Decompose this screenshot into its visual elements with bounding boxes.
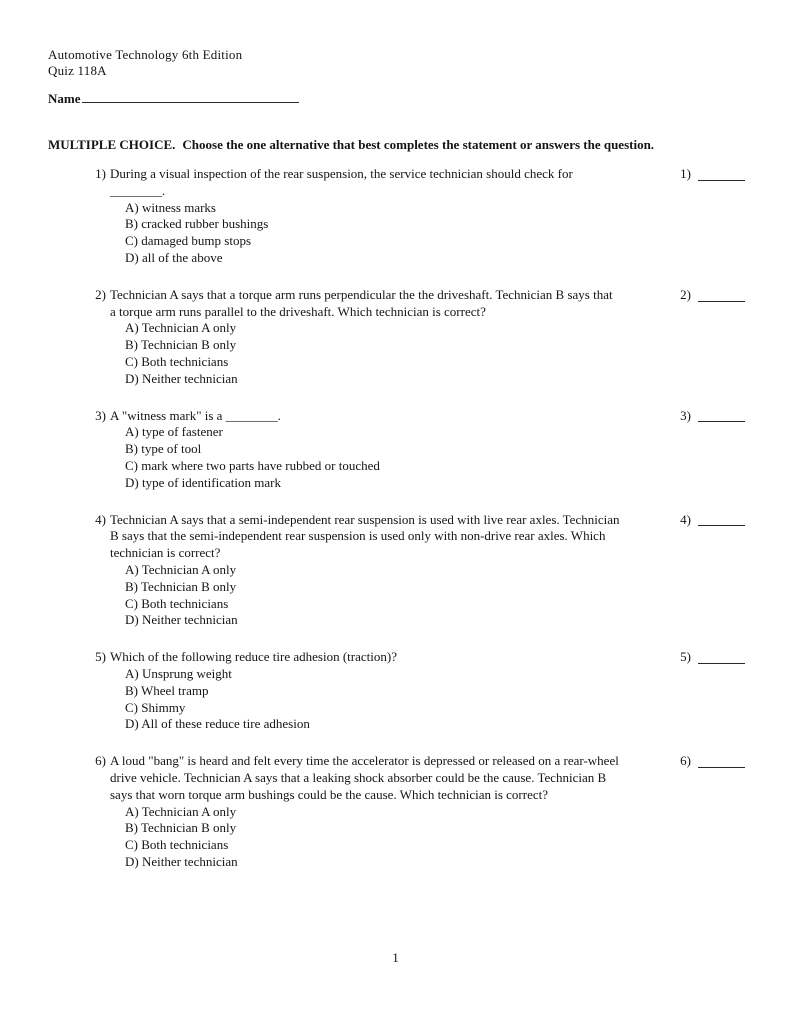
option-b: B) cracked rubber bushings — [125, 216, 269, 232]
option-a: A) Unsprung weight — [125, 665, 232, 681]
options-list — [125, 320, 621, 387]
instructions-text: Choose the one alternative that best completes the statement or answers the question. — [182, 137, 655, 152]
page-number: 1 — [392, 950, 399, 965]
option-c: C) Both technicians — [125, 595, 229, 611]
options-list — [125, 200, 621, 267]
document-header — [48, 47, 745, 78]
option-a: A) witness marks — [125, 199, 216, 215]
question-3 — [90, 408, 745, 492]
answer-blank-line — [698, 513, 745, 526]
options-list — [125, 424, 621, 491]
option-c: C) Shimmy — [125, 699, 186, 715]
option-b: B) Technician B only — [125, 578, 237, 594]
answer-slot — [633, 512, 745, 529]
option-d: D) All of these reduce tire adhesion — [125, 716, 310, 732]
question-text: A "witness mark" is a ________. — [110, 407, 281, 423]
option-b: B) Wheel tramp — [125, 682, 209, 698]
name-label: Name — [48, 91, 81, 106]
option-d: D) Neither technician — [125, 853, 238, 869]
question-text: Technician A says that a semi-independent rear suspension is used with live rear axles. Technician B says that the semi-independent rear suspension is used only with non-drive rear axles. Which technician is correct? — [110, 511, 620, 561]
question-text: Technician A says that a torque arm runs perpendicular the the driveshaft. Technician B says that a torque arm runs parallel to the driveshaft. Which technician is correct? — [110, 286, 613, 319]
answer-slot — [633, 287, 745, 304]
option-b: B) Technician B only — [125, 337, 237, 353]
document-title: Automotive Technology 6th Edition — [48, 47, 243, 62]
answer-slot — [633, 408, 745, 425]
section-heading: MULTIPLE CHOICE. — [48, 137, 176, 152]
question-number: 4) — [95, 511, 106, 527]
option-d: D) Neither technician — [125, 370, 238, 386]
option-d: D) type of identification mark — [125, 474, 281, 490]
question-number: 1) — [95, 166, 106, 181]
section-instructions — [48, 137, 745, 153]
answer-number: 5) — [680, 649, 691, 665]
answer-slot — [633, 649, 745, 666]
answer-slot — [633, 166, 745, 183]
question-number: 5) — [95, 649, 106, 665]
question-6 — [90, 753, 745, 871]
option-c: C) Both technicians — [125, 837, 229, 853]
question-1 — [90, 166, 745, 267]
option-c: C) Both technicians — [125, 353, 229, 369]
option-c: C) mark where two parts have rubbed or touched — [125, 457, 380, 473]
option-b: B) Technician B only — [125, 820, 237, 836]
option-d: D) Neither technician — [125, 612, 238, 628]
answer-slot — [633, 753, 745, 770]
question-number: 3) — [95, 407, 106, 423]
answer-number: 4) — [680, 511, 691, 527]
question-text: Which of the following reduce tire adhesion (traction)? — [110, 649, 397, 665]
options-list — [125, 666, 621, 733]
answer-blank-line — [698, 651, 745, 664]
options-list — [125, 562, 621, 629]
question-number: 6) — [95, 753, 106, 769]
answer-number: 3) — [680, 407, 691, 423]
question-5 — [90, 649, 745, 733]
option-a: A) Technician A only — [125, 561, 237, 577]
option-a: A) Technician A only — [125, 320, 237, 336]
option-c: C) damaged bump stops — [125, 233, 252, 249]
question-number: 2) — [95, 286, 106, 302]
answer-blank-line — [698, 755, 745, 768]
question-2 — [90, 287, 745, 388]
name-blank-line — [82, 90, 299, 103]
question-text: During a visual inspection of the rear suspension, the service technician should check for ________. — [110, 166, 573, 198]
option-b: B) type of tool — [125, 441, 202, 457]
questions-list — [48, 166, 745, 871]
quiz-number: Quiz 118A — [48, 62, 107, 78]
answer-blank-line — [698, 168, 745, 181]
question-text: A loud "bang" is heard and felt every time the accelerator is depressed or released on a rear-wheel drive vehicle. Technician A says that a leaking shock absorber could be the cause. Technician B says that worn torque arm bushings could be the cause. Which technician is correct? — [110, 753, 619, 802]
answer-number: 6) — [680, 753, 691, 769]
question-4 — [90, 512, 745, 630]
answer-blank-line — [698, 409, 745, 422]
name-row — [48, 90, 745, 108]
option-a: A) type of fastener — [125, 424, 223, 440]
options-list — [125, 804, 621, 871]
answer-number: 2) — [680, 286, 691, 302]
answer-number: 1) — [680, 166, 691, 181]
answer-blank-line — [698, 289, 745, 302]
option-a: A) Technician A only — [125, 803, 237, 819]
option-d: D) all of the above — [125, 249, 223, 265]
